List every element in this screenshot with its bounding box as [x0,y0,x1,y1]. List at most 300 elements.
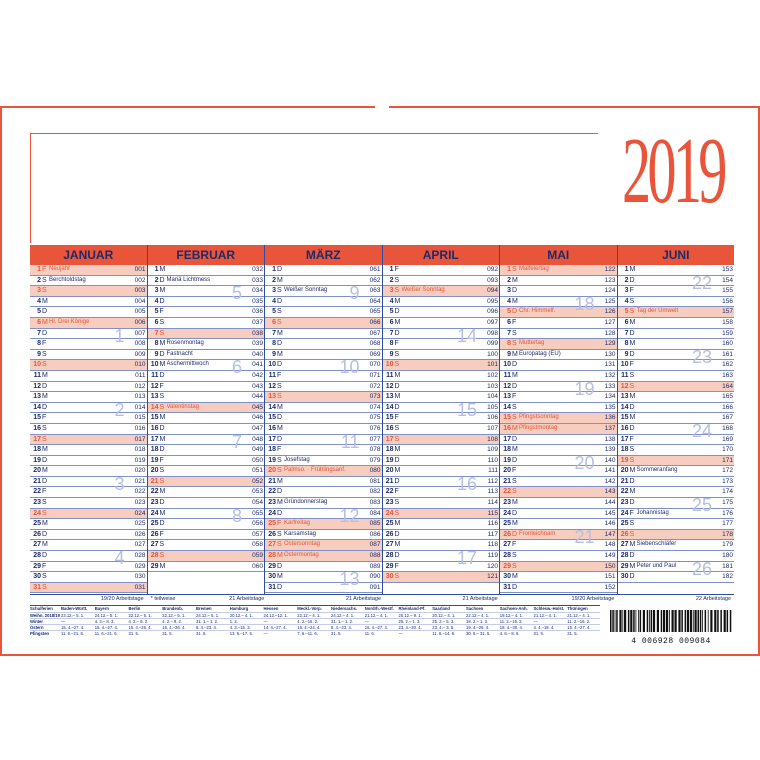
day-number: 3 [507,287,511,295]
day-number: 20 [620,467,629,475]
school-cell: 11. 6.–21. 6. [94,631,118,636]
school-cell: — [263,619,268,624]
weekday: F [394,414,399,422]
day-row [30,403,147,414]
weekday: F [512,318,517,326]
week-number: 9 [349,283,360,304]
weekday: F [42,340,47,348]
school-cell: 6. 4.–23. 4. [196,625,217,630]
workdays-label: 19/20 Arbeitstage [571,596,615,602]
day-number: 20 [385,467,394,475]
weekday: D [159,297,165,305]
day-of-year: 045 [252,403,263,411]
weekday: M [629,541,636,549]
day-of-year: 122 [604,266,616,273]
weekday: F [629,287,634,295]
day-number: 27 [33,541,41,549]
day-of-year: 055 [252,509,263,517]
weekday: M [512,573,518,581]
weekday: M [394,520,401,528]
day-note [402,318,483,328]
day-number: 25 [503,520,511,528]
day-of-year: 009 [134,350,146,358]
school-cell: 1. 2. [229,619,238,624]
weekday: S [159,552,165,560]
day-of-year: 074 [369,403,381,411]
day-of-year: 048 [252,435,263,443]
day-row [383,382,500,393]
day-row [383,509,500,520]
weekday: D [629,477,635,485]
day-number: 24 [33,509,41,517]
day-note [284,445,365,455]
day-of-year: 167 [722,414,733,422]
school-cell: 8. 4.–23. 4. [331,625,352,630]
day-of-year: 019 [134,456,146,464]
day-of-year: 049 [252,446,263,454]
day-row [383,466,500,477]
day-row [500,509,617,520]
day-number: 13 [620,393,629,401]
weekday: S [629,446,635,454]
weekday: D [42,308,48,316]
day-number: 12 [33,382,41,390]
day-note [284,562,365,572]
school-cell: 20.12.– 9. 1. [398,613,422,618]
school-cell: 24.12.– 4. 1. [331,613,355,618]
weekday: F [512,467,517,475]
weekday: D [159,371,165,379]
day-note: Pfingstsonntag [519,414,559,421]
school-cell: 4. 6.– 8. 6. [499,631,520,636]
day-of-year: 119 [487,552,498,560]
day-of-year: 054 [252,499,263,507]
year-title: 2019 [622,119,724,223]
weekday: S [159,541,165,549]
weekday: M [159,562,166,570]
day-row [383,424,500,435]
day-of-year: 100 [487,350,498,358]
day-of-year: 043 [252,382,263,390]
day-of-year: 177 [722,520,733,528]
day-number: 27 [620,541,629,549]
school-cell: 15. 4.–26. 4. [128,625,152,630]
day-row [500,286,617,297]
day-number: 24 [150,509,159,517]
school-cell: 25. 2.– 1. 3. [398,619,421,624]
day-number: 18 [503,446,511,454]
day-row [265,329,382,340]
weekday: D [159,446,165,454]
weekday: M [159,414,166,422]
day-of-year: 050 [252,456,263,464]
weekday: D [42,329,48,337]
day-row [383,339,500,350]
month-header: FEBRUAR [148,245,265,265]
weekday: D [277,583,283,591]
day-note [167,424,248,434]
day-note [637,487,718,497]
day-row [148,435,265,446]
day-note [49,498,130,508]
day-of-year: 065 [369,308,381,316]
day-of-year: 091 [369,583,381,591]
school-cell: 4. 2.–15. 2. [297,619,319,624]
day-note: Neujahr [49,266,71,272]
day-row [383,371,500,382]
day-of-year: 147 [604,530,616,538]
day-of-year: 084 [369,509,381,517]
day-number: 14 [503,403,511,411]
day-note [49,360,130,370]
day-note [284,371,365,381]
day-number: 5 [624,308,629,316]
weekday: F [277,446,282,454]
day-of-year: 127 [604,318,616,326]
workdays-label: 22 Arbeitstage [695,596,732,602]
day-of-year: 151 [604,573,616,581]
day-of-year: 104 [487,393,498,401]
day-number: 7 [154,329,159,337]
day-note [519,403,600,413]
day-of-year: 011 [135,371,146,379]
day-of-year: 120 [487,562,498,570]
school-cell: 7. 6.–11. 6. [297,631,318,636]
weekday: F [629,361,634,369]
day-of-year: 071 [369,371,381,379]
week-number: 5 [231,283,242,304]
day-number: 8 [154,340,159,348]
day-number: 30 [33,573,41,581]
day-row [500,329,617,340]
day-number: 28 [385,552,394,560]
day-row [265,562,382,573]
day-note [637,382,718,392]
weekday: D [629,573,635,581]
day-number: 4 [624,297,629,305]
day-number: 21 [385,477,394,485]
day-note: Weißer Sonntag [401,287,445,294]
weekday: S [394,361,400,369]
weekday: D [394,456,400,464]
day-row [265,276,382,287]
day-of-year: 106 [487,414,498,422]
weekday: D [277,488,283,496]
day-of-year: 025 [134,520,146,528]
school-cell: 19.12.– 4. 1. [499,613,524,618]
day-number: 19 [620,456,629,464]
day-note [637,551,718,561]
day-number: 25 [150,520,159,528]
day-note [284,509,365,519]
day-row [500,498,617,509]
day-of-year: 057 [252,530,263,538]
day-number: 12 [620,382,629,390]
day-note [49,297,130,307]
day-note [167,477,248,487]
day-number: 22 [385,488,394,496]
day-number: 6 [389,318,394,326]
day-row [148,318,265,329]
day-note [519,276,600,286]
day-row [618,509,735,520]
school-cell: 4. 2.– 9. 2. [128,619,149,624]
day-note [402,371,483,381]
barcode [608,610,734,646]
day-of-year: 116 [487,520,498,528]
weekday: M [159,509,166,517]
day-number: 31 [268,583,276,591]
day-row [265,360,382,371]
day-row [383,530,500,541]
day-number: 24 [620,509,629,517]
day-of-year: 176 [722,509,733,517]
weekday: D [512,308,518,316]
day-number: 25 [385,520,394,528]
day-row [383,477,500,488]
day-note [167,297,248,307]
day-note [519,466,600,476]
day-note: Fastnacht [166,350,193,357]
day-of-year: 044 [252,393,263,401]
day-number: 9 [389,350,394,358]
day-number: 18 [620,446,629,454]
weekday: D [277,266,283,273]
day-note: Ostermontag [284,552,319,559]
day-of-year: 087 [369,541,381,549]
day-of-year: 108 [487,435,498,443]
day-note [637,456,718,466]
day-note [49,424,130,434]
day-note [402,487,483,497]
school-cell: 19. 4.–26. 4. [466,625,490,630]
day-row [265,466,382,477]
day-of-year: 111 [488,467,498,475]
weekday: D [277,361,283,369]
day-note [402,435,483,445]
day-of-year: 129 [604,340,616,348]
weekday: S [512,403,517,411]
workdays-count: 21 Arbeitstage [229,596,265,602]
day-row [500,477,617,488]
day-note [49,540,130,550]
day-row [148,477,265,488]
day-number: 2 [624,276,629,284]
day-note: Muttertag [519,340,545,347]
day-of-year: 126 [604,308,616,316]
day-note: Aschermittwoch [166,361,209,368]
day-note [402,413,483,423]
day-note [519,540,600,550]
day-note [49,435,130,445]
weekday: S [277,393,282,401]
day-note [637,392,718,402]
day-row [618,318,735,329]
day-number: 11 [503,371,511,379]
day-row [500,360,617,371]
weekday: M [512,276,518,284]
month-februar [148,245,266,594]
week-number: 23 [691,346,712,367]
day-note [167,487,248,497]
day-row [30,392,147,403]
weekday: S [394,573,400,581]
day-number: 4 [154,297,159,305]
day-note [519,487,600,497]
day-note [402,403,483,413]
day-number: 22 [150,488,159,496]
school-cell: — [61,619,66,624]
day-row [265,350,382,361]
day-note: Siebenschläfer [636,541,677,548]
day-of-year: 076 [369,424,381,432]
school-cell: Winter [30,619,43,624]
day-number: 1 [154,266,159,273]
school-cell: — [533,619,538,624]
weekday: F [42,562,47,570]
day-row [383,360,500,371]
day-note [49,329,130,339]
day-note [402,424,483,434]
day-note: Josefstag [284,456,310,463]
day-row [500,413,617,424]
day-number: 19 [268,456,276,464]
school-cell: 15. 4.–26. 4. [162,625,186,630]
day-number: 3 [272,287,276,295]
day-row [265,413,382,424]
day-row [618,498,735,509]
day-row [500,265,617,276]
day-number: 7 [272,329,276,337]
weekday: S [42,583,47,591]
day-of-year: 038 [252,329,263,337]
day-note [167,540,248,550]
day-of-year: 134 [604,393,616,401]
day-note [637,413,718,423]
day-number: 7 [624,329,629,337]
day-row [148,329,265,340]
day-number: 9 [624,350,629,358]
day-of-year: 094 [487,287,498,295]
day-of-year: 156 [722,297,733,305]
day-number: 16 [150,424,159,432]
day-number: 30 [385,573,394,581]
day-number: 3 [154,287,159,295]
day-row [500,350,617,361]
day-note [637,339,718,349]
barcode-number: 4 006928 009084 [631,637,711,646]
day-of-year: 059 [252,552,263,560]
week-number: 20 [574,452,595,473]
weekday: F [394,488,399,496]
weekday: D [277,297,283,305]
weekday: F [512,541,517,549]
day-of-year: 154 [722,276,733,284]
day-row [30,445,147,456]
day-of-year: 083 [369,499,381,507]
weekday: S [629,456,635,464]
week-number: 8 [231,505,242,526]
day-note [167,498,248,508]
weekday: M [512,297,518,305]
day-number: 30 [503,573,511,581]
day-of-year: 102 [487,371,498,379]
day-number: 4 [389,297,394,305]
weekday: S [159,403,165,411]
day-number: 11 [151,371,159,379]
school-cell: 4. 3.–15. 3. [229,625,251,630]
weekday: D [629,350,635,358]
day-row [148,562,265,573]
day-of-year: 178 [722,530,733,538]
day-row [30,297,147,308]
day-note [284,297,365,307]
day-of-year: 086 [369,530,381,538]
day-note: Karfreitag [284,520,311,527]
day-of-year: 160 [722,340,733,348]
day-row [500,339,617,350]
weekday: M [394,371,401,379]
school-cell: 4. 3.– 8. 3. [94,619,115,624]
day-note [49,530,130,540]
school-header-cell: Schlesw.-Holst. [533,606,565,611]
day-number: 19 [503,456,511,464]
day-note [402,509,483,519]
day-of-year: 163 [722,371,733,379]
day-of-year: 053 [252,488,263,496]
day-row [148,509,265,520]
day-row [148,360,265,371]
school-row [30,612,600,618]
day-number: 9 [507,350,511,358]
weekday: M [277,276,283,284]
day-number: 19 [385,456,394,464]
day-note [402,297,483,307]
month-header: APRIL [383,245,500,265]
day-of-year: 020 [134,467,146,475]
weekday: M [159,435,166,443]
day-number: 15 [503,414,511,422]
day-row [383,519,500,530]
day-note [167,318,248,328]
day-row [618,572,735,583]
day-row [265,519,382,530]
day-of-year: 135 [604,403,616,411]
week-number: 19 [574,378,595,399]
day-row [30,530,147,541]
day-note: Berchtoldstag [49,276,86,283]
day-note [519,286,600,296]
week-number: 3 [114,474,125,494]
day-row [500,276,617,287]
day-row [618,265,735,276]
school-cell: 4. 4.–18. 4. [533,625,555,630]
day-of-year: 169 [722,435,733,443]
day-of-year: 090 [369,573,381,581]
day-note [519,456,600,466]
day-number: 6 [272,318,276,326]
day-row [500,307,617,318]
day-note [402,307,483,317]
day-note [167,413,248,423]
weekday: M [277,350,283,358]
day-of-year: 018 [134,446,146,454]
day-of-year: 046 [252,414,263,422]
weekday: M [42,393,48,401]
day-of-year: 029 [134,562,146,570]
day-note [49,562,130,572]
weekday: D [42,456,48,464]
